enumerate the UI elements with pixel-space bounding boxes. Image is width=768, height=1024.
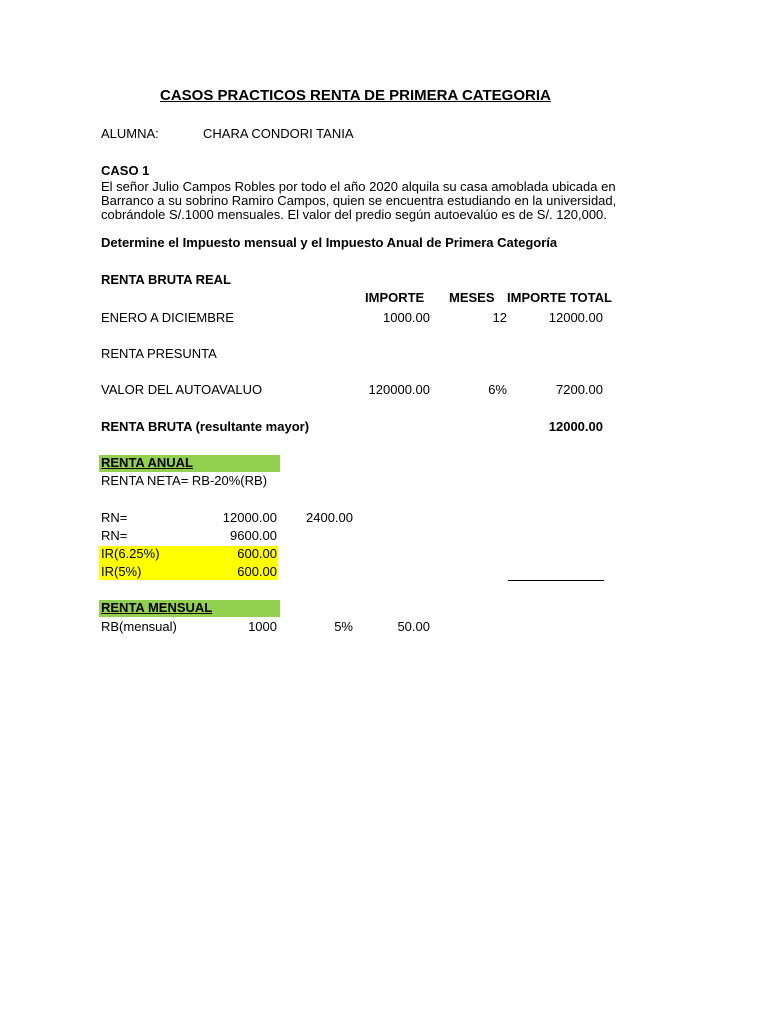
renta-presunta-heading: RENTA PRESUNTA	[101, 346, 217, 361]
rn-row-2-value: 9600.00	[230, 528, 277, 543]
renta-anual-heading: RENTA ANUAL	[99, 455, 280, 472]
rb-mensual-value: 1000	[248, 619, 277, 634]
rn-row-2-label: RN=	[101, 528, 128, 543]
rn-row-1-label: RN=	[101, 510, 128, 525]
alumna-label: ALUMNA:	[101, 126, 159, 141]
question: Determine el Impuesto mensual y el Impuesto Anual de Primera Categoría	[101, 235, 558, 250]
renta-neta-formula: RENTA NETA= RB-20%(RB)	[101, 473, 268, 488]
row-enero-diciembre-label: ENERO A DICIEMBRE	[101, 310, 234, 325]
col-importe-header: IMPORTE	[365, 290, 425, 305]
renta-bruta-resultante-label: RENTA BRUTA (resultante mayor)	[101, 419, 310, 434]
caso-title: CASO 1	[101, 163, 150, 178]
renta-bruta-resultante-value: 12000.00	[548, 419, 603, 434]
row-enero-meses: 12	[492, 310, 507, 325]
alumna-name: CHARA CONDORI TANIA	[203, 126, 354, 141]
row-enero-total: 12000.00	[548, 310, 603, 325]
valor-autoavaluo-rate: 6%	[488, 382, 507, 397]
caso-description: El señor Julio Campos Robles por todo el año 2020 alquila su casa amoblada ubicada en Barranco a su sobrino Ramiro Campos, quien se encuentra estudiando en la universidad, cobrándole S/.1000 mensuales. El valor del predio según autoevalúo es de S/. 120,000.	[101, 179, 617, 222]
col-meses-header: MESES	[449, 290, 495, 305]
valor-autoavaluo-importe: 120000.00	[368, 382, 430, 397]
ir-5-label: IR(5%)	[101, 564, 142, 579]
ir-5-value: 600.00	[237, 564, 277, 579]
valor-autoavaluo-label: VALOR DEL AUTOAVALUO	[101, 382, 263, 397]
ir-625-label: IR(6.25%)	[101, 546, 160, 561]
row-enero-importe: 1000.00	[383, 310, 430, 325]
renta-bruta-real-heading: RENTA BRUTA REAL	[101, 272, 231, 287]
rn-row-1-extra: 2400.00	[306, 510, 353, 525]
valor-autoavaluo-total: 7200.00	[556, 382, 603, 397]
col-total-header: IMPORTE TOTAL	[507, 290, 612, 305]
ir-625-value: 600.00	[237, 546, 277, 561]
rb-mensual-label: RB(mensual)	[101, 619, 177, 634]
rn-row-1-value: 12000.00	[222, 510, 277, 525]
page-title: CASOS PRACTICOS RENTA DE PRIMERA CATEGORIA	[160, 87, 551, 104]
renta-mensual-heading: RENTA MENSUAL	[99, 600, 280, 617]
rb-mensual-result: 50.00	[397, 619, 430, 634]
total-underline	[508, 580, 604, 581]
rb-mensual-rate: 5%	[334, 619, 353, 634]
